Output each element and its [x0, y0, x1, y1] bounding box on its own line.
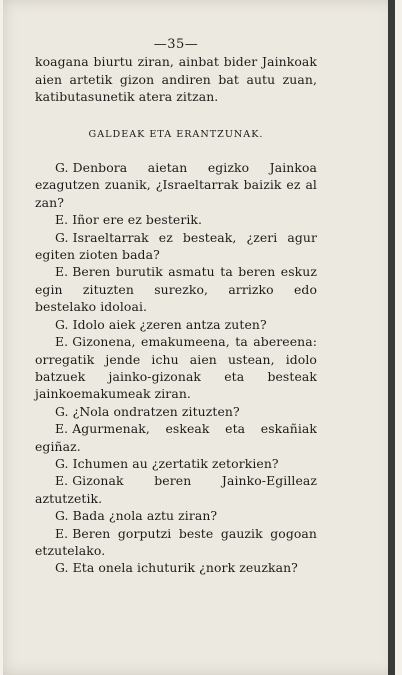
dialogue-line	[35, 159, 317, 211]
dialogue-text: ¿Nola ondratzen zituzten?	[72, 403, 240, 419]
dialogue-line	[35, 507, 317, 524]
speaker-label: E.	[55, 473, 69, 489]
speaker-label: G.	[55, 403, 69, 419]
dialogue-text: Bada ¿nola aztu ziran?	[72, 508, 218, 524]
dialogue-line	[35, 559, 317, 576]
dialogue-text: Agurmenak, eskeak eta eskañiak egiñaz.	[35, 421, 317, 454]
dialogue-line	[35, 472, 317, 507]
dialogue-text: Idolo aiek ¿zeren antza zuten?	[72, 316, 267, 332]
section-heading: GALDEAK ETA ERANTZUNAK.	[88, 128, 264, 140]
speaker-label: E.	[55, 334, 69, 350]
dialogue-line	[35, 455, 317, 472]
page-number: —35—	[153, 37, 199, 52]
dialogue-text: Beren gorputzi beste gauzik gogoan etzutelako.	[35, 525, 317, 558]
speaker-label: G.	[55, 560, 69, 576]
speaker-label: E.	[55, 525, 69, 541]
speaker-label: E.	[55, 264, 69, 280]
dialogue-line	[35, 333, 317, 403]
dialogue-line	[35, 263, 317, 315]
dialogue-text: Beren burutik asmatu ta beren eskuz egin zituzten surezko, arrizko edo bestelako idoloai.	[35, 264, 317, 315]
dialogue-text: Gizonena, emakumeena, ta abereena: orregatik jende ichu aien ustean, idolo batzuek jainko-gizonak eta besteak jainkoemakumeak ziran.	[35, 334, 317, 402]
speaker-label: E.	[55, 421, 69, 437]
dialogue-line	[35, 525, 317, 560]
intro-paragraph: koagana biurtu ziran, ainbat bider Jainkoak aien artetik gizon andiren bat autu zuan, katibutasunetik atera zitzan.	[35, 54, 317, 105]
dialogue-line	[35, 229, 317, 264]
dialogue-text: Iñor ere ez besterik.	[72, 212, 203, 228]
dialogue-text: Eta onela ichuturik ¿nork zeuzkan?	[72, 560, 298, 576]
page-text	[35, 36, 317, 577]
speaker-label: G.	[55, 229, 69, 245]
dialogue-text: Ichumen au ¿zertatik zetorkien?	[72, 455, 279, 471]
dialogue-text: Israeltarrak ez besteak, ¿zeri agur egiten zioten bada?	[35, 229, 317, 263]
book-page	[3, 0, 395, 675]
dialogue-line	[35, 403, 317, 420]
speaker-label: E.	[55, 212, 69, 228]
dialogue	[35, 159, 317, 577]
speaker-label: G.	[55, 455, 69, 471]
page-edge-shadow	[388, 0, 395, 675]
dialogue-line	[35, 316, 317, 333]
dialogue-line	[35, 211, 317, 228]
speaker-label: G.	[55, 316, 69, 332]
dialogue-line	[35, 420, 317, 455]
speaker-label: G.	[55, 160, 69, 176]
speaker-label: G.	[55, 508, 69, 524]
dialogue-text: Gizonak beren Jainko-Egilleaz aztutzetik.	[35, 473, 317, 506]
dialogue-text: Denbora aietan egizko Jainkoa ezagutzen zuanik, ¿Israeltarrak baizik ez al zan?	[35, 160, 317, 210]
